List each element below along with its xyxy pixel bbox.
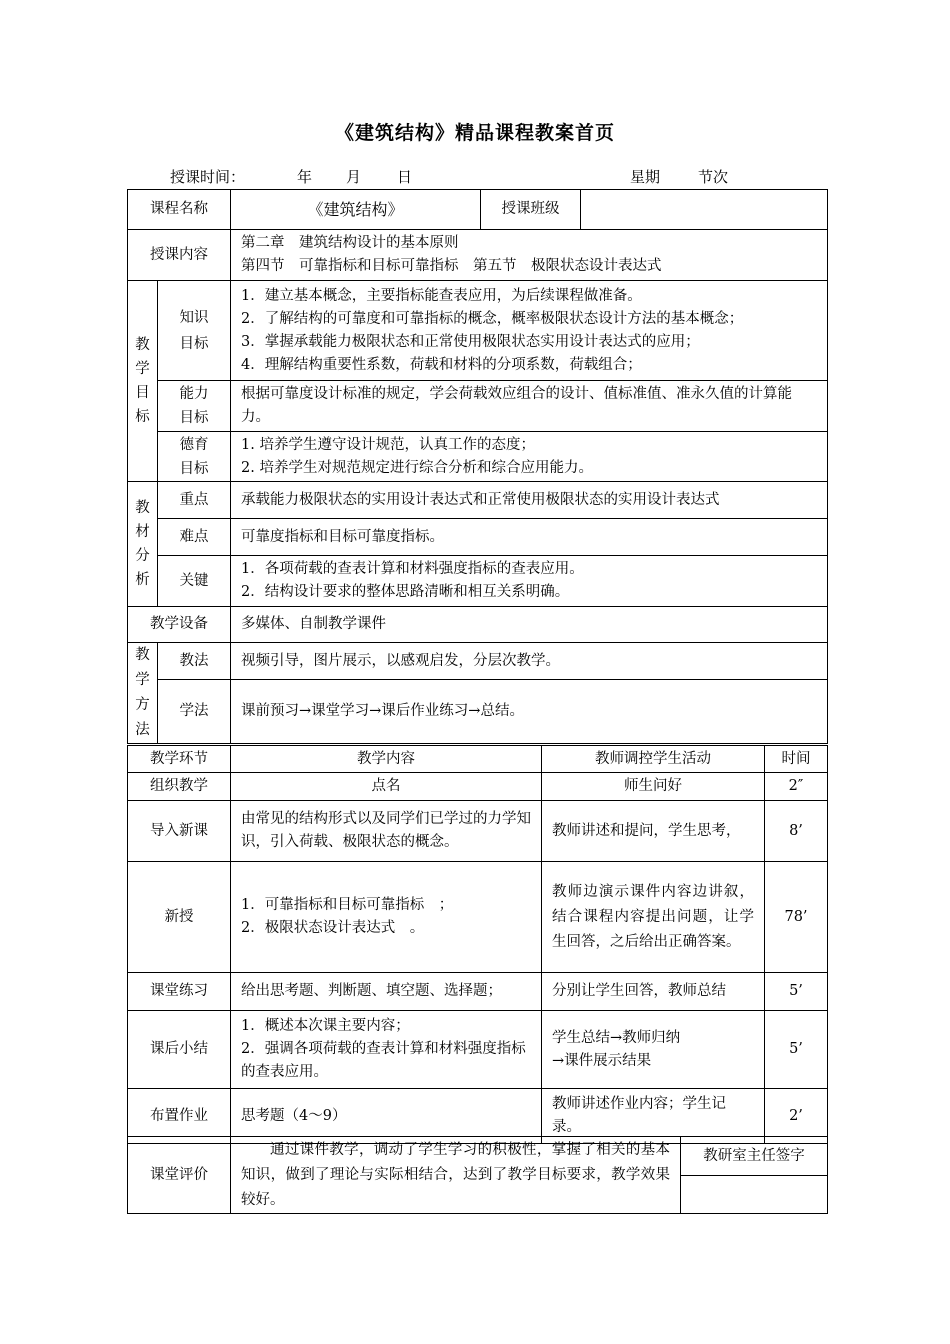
content-label: 授课内容 bbox=[128, 230, 231, 281]
content-cell: 给出思考题、判断题、填空题、选择题； bbox=[231, 973, 542, 1011]
teach-method-label: 教法 bbox=[158, 643, 231, 680]
content-cell: 由常见的结构形式以及同学们已学过的力学知识，引入荷载、极限状态的概念。 bbox=[231, 801, 542, 862]
process-header-activity: 教师调控学生活动 bbox=[542, 746, 765, 773]
activity-cell: 学生总结→教师归纳 →课件展示结果 bbox=[542, 1011, 765, 1089]
content-cell: 点名 bbox=[231, 773, 542, 801]
content-cell: 思考题（4～9） bbox=[231, 1089, 542, 1144]
content-line-1: 第二章 建筑结构设计的基本原则 bbox=[241, 235, 459, 251]
stage-cell: 组织教学 bbox=[128, 773, 231, 801]
activity-cell: 教师讲述作业内容；学生记录。 bbox=[542, 1089, 765, 1144]
time-label: 授课时间： bbox=[170, 168, 246, 186]
activity-cell: 师生问好 bbox=[542, 773, 765, 801]
period-label: 节次 bbox=[698, 168, 729, 186]
course-name-label: 课程名称 bbox=[128, 190, 231, 230]
content-cell: 1．可靠指标和目标可靠指标 ； 2．极限状态设计表达式 。 bbox=[231, 862, 542, 973]
process-header-content: 教学内容 bbox=[231, 746, 542, 773]
difficult-point-label: 难点 bbox=[158, 519, 231, 556]
learn-method-value: 课前预习→课堂学习→课后作业练习→总结。 bbox=[231, 680, 828, 744]
table-row bbox=[128, 862, 828, 973]
equipment-label: 教学设备 bbox=[128, 607, 231, 643]
stage-cell: 布置作业 bbox=[128, 1089, 231, 1144]
crucial-item: 1．各项荷载的查表计算和材料强度指标的查表应用。 bbox=[241, 561, 584, 577]
time-cell: 8’ bbox=[765, 801, 828, 862]
evaluation-table bbox=[127, 1136, 828, 1214]
analysis-group-label: 教材分析 bbox=[128, 482, 158, 607]
page-title: 《建筑结构》精品课程教案首页 bbox=[334, 122, 615, 144]
table-row bbox=[128, 801, 828, 862]
course-name-value: 《建筑结构》 bbox=[231, 190, 481, 230]
process-header-time: 时间 bbox=[765, 746, 828, 773]
sign-value bbox=[681, 1176, 828, 1214]
stage-cell: 导入新课 bbox=[128, 801, 231, 862]
crucial-point-label: 关键 bbox=[158, 556, 231, 607]
difficult-point-value: 可靠度指标和目标可靠度指标。 bbox=[231, 519, 828, 556]
sign-label: 教研室主任签字 bbox=[681, 1137, 828, 1176]
time-cell: 5’ bbox=[765, 1011, 828, 1089]
moral-label: 德育目标 bbox=[158, 432, 231, 482]
class-label: 授课班级 bbox=[481, 190, 581, 230]
key-point-label: 重点 bbox=[158, 482, 231, 519]
goals-group-label: 教学目标 bbox=[128, 281, 158, 482]
table-row bbox=[128, 773, 828, 801]
time-cell: 2″ bbox=[765, 773, 828, 801]
ability-label: 能力目标 bbox=[158, 381, 231, 432]
process-header-stage: 教学环节 bbox=[128, 746, 231, 773]
knowledge-item: 3．掌握承载能力极限状态和正常使用极限状态实用设计表达式的应用； bbox=[241, 333, 700, 350]
weekday-label: 星期 bbox=[630, 168, 661, 186]
day-label: 日 bbox=[397, 168, 413, 186]
activity-cell: 分别让学生回答，教师总结 bbox=[542, 973, 765, 1011]
time-cell: 5’ bbox=[765, 973, 828, 1011]
process-table bbox=[127, 745, 828, 1144]
moral-item: 1. 培养学生遵守设计规范，认真工作的态度； bbox=[241, 436, 535, 453]
knowledge-item: 2．了解结构的可靠度和可靠指标的概念，概率极限状态设计方法的基本概念； bbox=[241, 310, 744, 327]
key-point-value: 承载能力极限状态的实用设计表达式和正常使用极限状态的实用设计表达式 bbox=[231, 482, 828, 519]
knowledge-list bbox=[231, 281, 828, 381]
moral-item: 2. 培养学生对规范规定进行综合分析和综合应用能力。 bbox=[241, 459, 593, 476]
crucial-point-list bbox=[231, 556, 828, 607]
stage-cell: 课堂练习 bbox=[128, 973, 231, 1011]
learn-method-label: 学法 bbox=[158, 680, 231, 744]
knowledge-item: 4．理解结构重要性系数，荷载和材料的分项系数，荷载组合； bbox=[241, 356, 642, 373]
activity-cell: 教师边演示课件内容边讲叙，结合课程内容提出问题，让学生回答，之后给出正确答案。 bbox=[542, 862, 765, 973]
stage-cell: 课后小结 bbox=[128, 1011, 231, 1089]
methods-group-label: 教学方法 bbox=[128, 643, 158, 744]
content-value bbox=[231, 230, 828, 281]
stage-cell: 新授 bbox=[128, 862, 231, 973]
moral-list bbox=[231, 432, 828, 482]
evaluation-text: 通过课件教学，调动了学生学习的积极性，掌握了相关的基本知识，做到了理论与实际相结合，达到了教学目标要求，教学效果较好。 bbox=[231, 1137, 681, 1214]
content-line-2: 第四节 可靠指标和目标可靠指标 第五节 极限状态设计表达式 bbox=[241, 258, 662, 274]
teach-method-value: 视频引导，图片展示，以感观启发，分层次教学。 bbox=[231, 643, 828, 680]
table-row bbox=[128, 973, 828, 1011]
class-value bbox=[581, 190, 828, 230]
ability-value: 根据可靠度设计标准的规定，学会荷载效应组合的设计、值标准值、准永久值的计算能力。 bbox=[231, 381, 828, 432]
year-label: 年 bbox=[297, 168, 313, 186]
knowledge-label: 知识目标 bbox=[158, 281, 231, 381]
table-row bbox=[128, 1011, 828, 1089]
crucial-item: 2．结构设计要求的整体思路清晰和相互关系明确。 bbox=[241, 584, 570, 600]
month-label: 月 bbox=[346, 168, 362, 186]
lesson-plan-table bbox=[127, 189, 828, 744]
evaluation-label: 课堂评价 bbox=[128, 1137, 231, 1214]
content-cell: 1．概述本次课主要内容； 2．强调各项荷载的查表计算和材料强度指标的查表应用。 bbox=[231, 1011, 542, 1089]
activity-cell: 教师讲述和提问，学生思考， bbox=[542, 801, 765, 862]
knowledge-item: 1．建立基本概念，主要指标能查表应用，为后续课程做准备。 bbox=[241, 287, 642, 304]
equipment-value: 多媒体、自制教学课件 bbox=[231, 607, 828, 643]
time-cell: 2’ bbox=[765, 1089, 828, 1144]
time-cell: 78’ bbox=[765, 862, 828, 973]
